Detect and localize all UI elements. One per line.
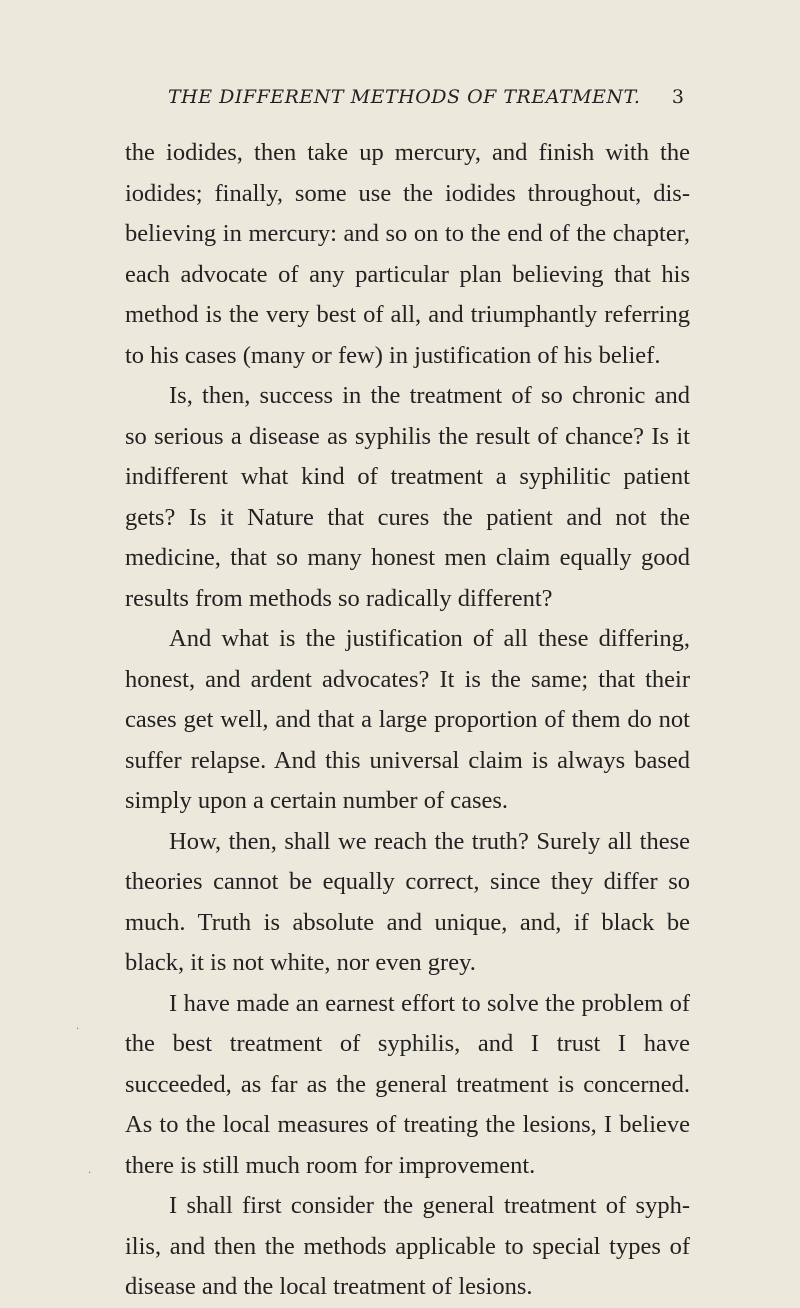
paragraph: I have made an earnest effort to solve the problem of the best treatment of syphilis, and I trust I have succeeded, as far as the general treatment is concerned. As to the local measures of treating the lesions, I believe there is still much room for improvement.	[125, 989, 690, 1179]
margin-speck: ·	[88, 1168, 92, 1179]
running-title: THE DIFFERENT METHODS OF TREATMENT.	[168, 86, 641, 108]
paragraph-continued: the iodides, then take up mercury, and finish with the iodides; finally, some use the iodides throughout, disbelieving in mercury: and so on to the end of the chapter, each advocate of any particular plan believing that his method is the very best of all, and triumphantly referring to his cases (many or few) in justification of his belief.	[125, 139, 690, 369]
paragraph: I shall first consider the general treatment of syphilis, and then the methods applicable to special types of disease and the local treatment of lesions.	[125, 1192, 690, 1300]
page-number: 3	[671, 86, 684, 108]
paragraph: How, then, shall we reach the truth? Surely all these theories cannot be equally correct, since they differ so much. Truth is absolute and unique, and, if black be black, it is not white, nor even grey.	[125, 827, 690, 976]
paragraph: And what is the justification of all these differing, honest, and ardent advocates? It is the same; that their cases get well, and that a large proportion of them do not suffer relapse. And this universal claim is always based simply upon a certain number of cases.	[125, 625, 690, 814]
running-head	[168, 86, 684, 116]
paragraph: Is, then, success in the treatment of so chronic and so serious a disease as syphilis the result of chance? Is it indifferent what kind of treatment a syphilitic patient gets? Is it Nature that cures the patient and not the medicine, that so many honest men claim equally good results from methods so radically different?	[125, 382, 690, 612]
margin-speck: ·	[76, 1024, 80, 1035]
body-text	[125, 133, 690, 1308]
